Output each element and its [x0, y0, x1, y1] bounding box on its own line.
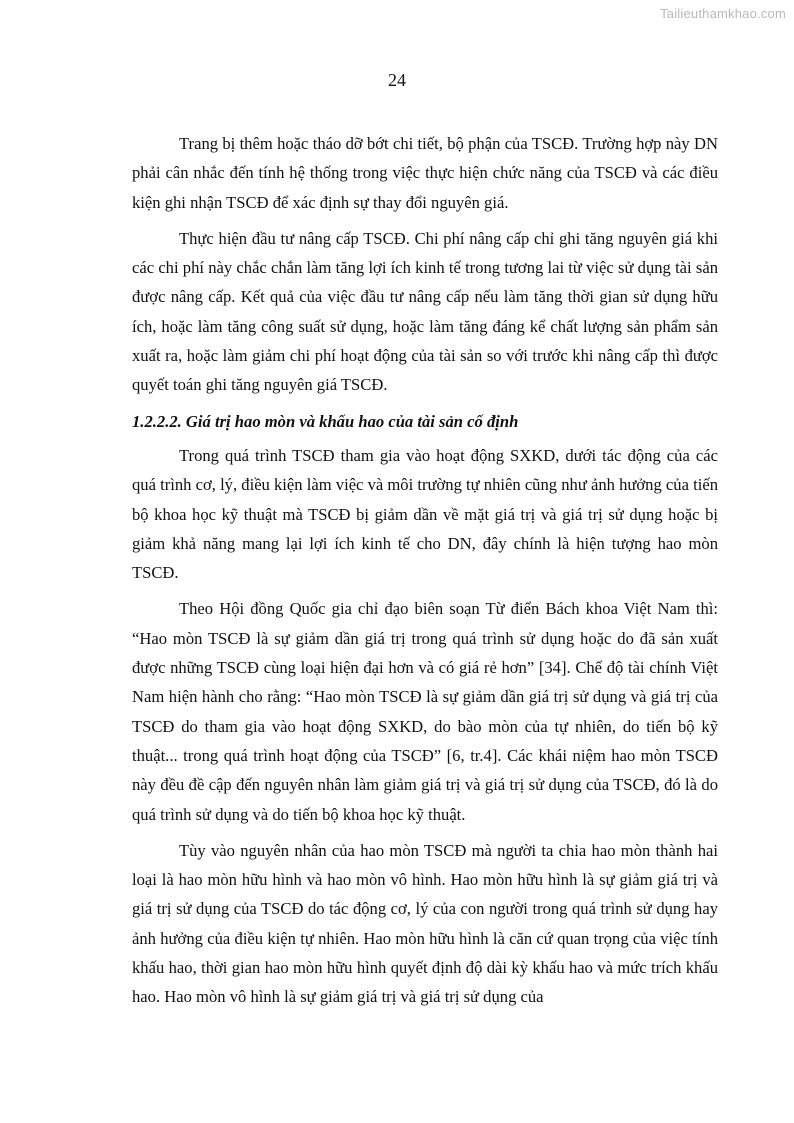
document-body [132, 129, 718, 1019]
section-heading: 1.2.2.2. Giá trị hao mòn và khấu hao của tài sản cố định [132, 411, 519, 431]
paragraph: Theo Hội đồng Quốc gia chỉ đạo biên soạn Từ điển Bách khoa Việt Nam thì: “Hao mòn TSCĐ là sự giảm dần giá trị trong quá trình sử dụng hoặc do đã sản xuất được những TSCĐ cùng loại hiện đại hơn và có giá rẻ hơn” [34]. Chế độ tài chính Việt Nam hiện hành cho rằng: “Hao mòn TSCĐ là sự giảm dần giá trị sử dụng và giá trị của TSCĐ do tham gia vào hoạt động SXKD, do bào mòn của tự nhiên, do tiến bộ kỹ thuật... trong quá trình hoạt động của TSCĐ” [6, tr.4]. Các khái niệm hao mòn TSCĐ này đều đề cập đến nguyên nhân làm giảm giá trị và giá trị sử dụng của TSCĐ, đó là do quá trình sử dụng và do tiến bộ khoa học kỹ thuật. [132, 599, 718, 824]
paragraph: Trong quá trình TSCĐ tham gia vào hoạt động SXKD, dưới tác động của các quá trình cơ, lý, điều kiện làm việc và môi trường tự nhiên cũng như ảnh hưởng của tiến bộ khoa học kỹ thuật mà TSCĐ bị giảm dần về mặt giá trị và giá trị sử dụng hoặc bị giảm khả năng mang lại lợi ích kinh tế cho DN, đây chính là hiện tượng hao mòn TSCĐ. [132, 445, 718, 583]
paragraph: Trang bị thêm hoặc tháo dỡ bớt chi tiết, bộ phận của TSCĐ. Trường hợp này DN phải cân nhắc đến tính hệ thống trong việc thực hiện chức năng của TSCĐ và các điều kiện ghi nhận TSCĐ để xác định sự thay đổi nguyên giá. [132, 134, 718, 212]
paragraph: Thực hiện đầu tư nâng cấp TSCĐ. Chi phí nâng cấp chỉ ghi tăng nguyên giá khi các chi phí này chắc chắn làm tăng lợi ích kinh tế trong tương lai từ việc sử dụng tài sản được nâng cấp. Kết quả của việc đầu tư nâng cấp nếu làm tăng thời gian sử dụng hữu ích, hoặc làm tăng công suất sử dụng, hoặc làm tăng đáng kể chất lượng sản phẩm sản xuất ra, hoặc làm giảm chi phí hoạt động của tài sản so với trước khi nâng cấp thì được quyết toán ghi tăng nguyên giá TSCĐ. [132, 228, 718, 395]
watermark-text: Tailieuthamkhao.com [660, 6, 786, 21]
page-number: 24 [388, 70, 406, 90]
paragraph: Tùy vào nguyên nhân của hao mòn TSCĐ mà người ta chia hao mòn thành hai loại là hao mòn hữu hình và hao mòn vô hình. Hao mòn hữu hình là sự giảm giá trị và giá trị sử dụng của TSCĐ do tác động cơ, lý của con người trong quá trình sử dụng hay ảnh hưởng của điều kiện tự nhiên. Hao mòn hữu hình là căn cứ quan trọng của việc tính khấu hao, thời gian hao mòn hữu hình quyết định độ dài kỳ khấu hao và mức trích khấu hao. Hao mòn vô hình là sự giảm giá trị và giá trị sử dụng của [132, 840, 718, 1007]
